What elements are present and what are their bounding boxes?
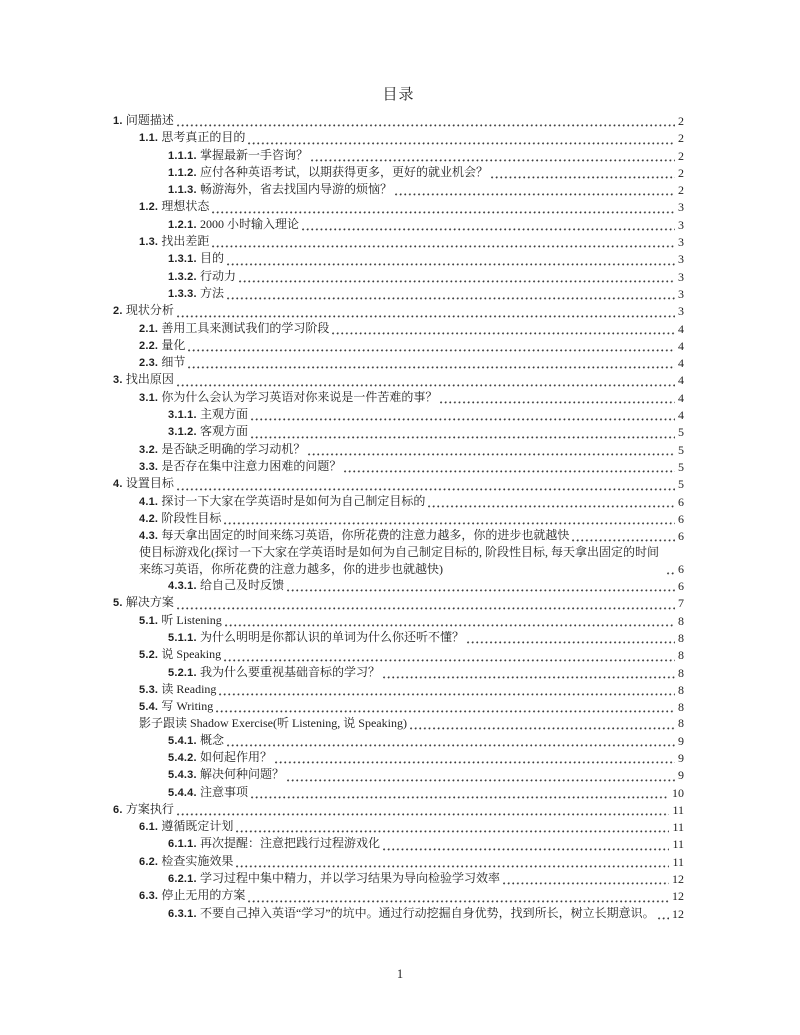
toc-entry-number: 1.3. [139, 236, 162, 249]
dot-leader [251, 434, 675, 439]
toc-page-ref: 3 [678, 286, 684, 301]
toc-page-ref: 3 [678, 217, 684, 232]
toc-page-ref: 9 [678, 750, 684, 765]
toc-entry-number: 3.1.1. [168, 409, 200, 422]
toc-entry-text: 2. 现状分析 [113, 303, 174, 318]
toc-entry-number: 6.2. [139, 855, 162, 868]
toc-page-ref: 12 [672, 872, 684, 887]
toc-entry-text: 1.1.3. 畅游海外，省去找国内导游的烦恼？ [168, 182, 392, 197]
toc-entry-number: 6.3. [139, 890, 162, 903]
toc-page-ref: 2 [678, 131, 684, 146]
toc-entry-text: 4.2. 阶段性目标 [139, 510, 222, 525]
dot-leader [383, 846, 669, 851]
toc-entry-number: 4.2. [139, 512, 162, 525]
toc-entry-number: 5.4.2. [168, 751, 200, 764]
toc-page-ref: 3 [678, 269, 684, 284]
toc-entry [113, 715, 684, 731]
toc-entry-text: 6.2.1. 学习过程中集中精力，并以学习结果为导向检验学习效率 [168, 871, 500, 886]
toc-entry-number: 4.1. [139, 495, 162, 508]
dot-leader [177, 382, 675, 387]
toc-entry [113, 458, 684, 475]
toc-page-ref: 11 [672, 854, 684, 869]
toc-page-ref: 11 [672, 837, 684, 852]
toc-entry-text: 1.3.2. 行动力 [168, 268, 236, 283]
toc-entry-text: 5.1.1. 为什么明明是你都认识的单词为什么你还听不懂？ [168, 629, 464, 644]
toc-entry [113, 801, 684, 818]
toc-entry-number: 5.1.1. [168, 631, 200, 644]
toc-entry-text: 5.4.3. 解决何种问题？ [168, 767, 284, 782]
toc-entry [113, 510, 684, 527]
toc-entry-number: 5.1. [139, 614, 162, 627]
dot-leader [251, 416, 675, 421]
toc-page-ref: 3 [678, 252, 684, 267]
toc-entry [113, 784, 684, 801]
toc-entry [113, 527, 684, 544]
toc-entry-text: 5.3. 读 Reading [139, 681, 217, 696]
toc-entry-text: 1.1.1. 掌握最新一手咨询？ [168, 147, 308, 162]
toc-entry-text: 5.4.4. 注意事项 [168, 784, 248, 799]
toc-page-ref: 3 [678, 200, 684, 215]
toc-entry-text: 1.3.3. 方法 [168, 285, 224, 300]
toc-entry-text: 影子跟读 Shadow Exercise(听 Listening, 说 Speaking) [139, 716, 407, 731]
dot-leader [332, 330, 675, 335]
toc-page-ref: 11 [672, 802, 684, 817]
toc-page-ref: 5 [678, 477, 684, 492]
toc-entry [113, 493, 684, 510]
toc-entry-text: 3.1. 你为什么会认为学习英语对你来说是一件苦难的事？ [139, 389, 438, 404]
toc-page-ref: 6 [678, 561, 684, 576]
toc-entry-text: 6.2. 检查实施效果 [139, 853, 234, 868]
toc-entry-text: 2.3. 细节 [139, 355, 186, 370]
toc-entry-number: 1.3.3. [168, 287, 200, 300]
dot-leader [275, 759, 675, 764]
toc-entry [113, 129, 684, 146]
dot-leader [224, 520, 675, 525]
toc-page-ref: 5 [678, 442, 684, 457]
toc-entry-number: 5.2.1. [168, 666, 200, 679]
toc-entry-text: 3.3. 是否存在集中注意力困难的问题？ [139, 458, 342, 473]
toc-entry-number: 6. [113, 803, 126, 816]
toc-entry-text: 4.3.1. 给自己及时反馈 [168, 578, 284, 593]
toc-entry-text: 1.2.1. 2000 小时输入理论 [168, 216, 299, 231]
dot-leader [224, 657, 675, 662]
dot-leader [428, 503, 675, 508]
dot-leader [219, 691, 675, 696]
dot-leader [212, 243, 675, 248]
toc-entry-number: 2.1. [139, 322, 162, 335]
dot-leader [344, 468, 675, 473]
dot-leader [239, 278, 675, 283]
toc-page-ref: 8 [678, 700, 684, 715]
dot-leader [248, 140, 675, 145]
toc-title: 目录 [382, 87, 415, 103]
toc-entry [113, 870, 684, 887]
toc-entry-number: 3. [113, 374, 126, 387]
table-of-contents [113, 86, 684, 922]
toc-page-ref: 6 [678, 511, 684, 526]
toc-entry-number: 5.4.4. [168, 786, 200, 799]
toc-entry [113, 594, 684, 611]
toc-page-ref: 12 [672, 889, 684, 904]
toc-entry-number: 4.3.1. [168, 580, 200, 593]
toc-entry-number: 2.3. [139, 357, 162, 370]
toc-entry-number: 5.4. [139, 701, 162, 714]
toc-entry-text: 3.1.1. 主观方面 [168, 407, 248, 422]
toc-entry-number: 1.1.3. [168, 184, 200, 197]
toc-entry-number: 1.1.2. [168, 166, 200, 179]
toc-entry-text: 6.1. 遵循既定计划 [139, 819, 234, 834]
footer-page-number: 1 [396, 967, 404, 981]
dot-leader [188, 364, 675, 369]
toc-page-ref: 3 [678, 235, 684, 250]
toc-page-ref: 4 [678, 356, 684, 371]
toc-entry-text: 6.1.1. 再次提醒：注意把践行过程游戏化 [168, 836, 380, 851]
toc-entry-text: 1.1.2. 应付各种英语考试，以期获得更多，更好的就业机会？ [168, 164, 488, 179]
toc-entry [113, 250, 684, 267]
toc-page-ref: 4 [678, 338, 684, 353]
toc-entry [113, 664, 684, 681]
toc-entry [113, 371, 684, 388]
toc-entry-number: 3.3. [139, 460, 162, 473]
dot-leader [503, 880, 669, 885]
toc-page-ref: 2 [678, 183, 684, 198]
toc-entry-text: 3.1.2. 客观方面 [168, 424, 248, 439]
toc-entry-text: 5.1. 听 Listening [139, 612, 222, 627]
toc-entry-text: 4.3. 每天拿出固定的时间来练习英语，你所花费的注意力越多，你的进步也就越快 [139, 528, 570, 543]
toc-entry [113, 544, 684, 577]
toc-entry [113, 320, 684, 337]
toc-entry-number: 5.4.3. [168, 769, 200, 782]
toc-page-ref: 10 [672, 785, 684, 800]
toc-page-ref: 12 [672, 906, 684, 921]
dot-leader [248, 898, 669, 903]
toc-entry-number: 5.2. [139, 649, 162, 662]
toc-entry [113, 887, 684, 904]
toc-entry-text: 4.1. 探讨一下大家在学英语时是如何为自己制定目标的 [139, 493, 426, 508]
dot-leader [311, 157, 675, 162]
dot-leader [177, 313, 675, 318]
dot-leader [227, 261, 675, 266]
toc-entry-text: 5.2.1. 我为什么要重视基础音标的学习？ [168, 664, 380, 679]
toc-entry [113, 112, 684, 129]
toc-entry-number: 3.2. [139, 443, 162, 456]
toc-entry [113, 389, 684, 406]
toc-page-ref: 11 [672, 820, 684, 835]
toc-entry-number: 6.2.1. [168, 873, 200, 886]
dot-leader [227, 742, 675, 747]
dot-leader [177, 811, 670, 816]
toc-entry-text: 5.4. 写 Writing [139, 699, 214, 714]
toc-entry [113, 732, 684, 749]
dot-leader [251, 794, 669, 799]
dot-leader [383, 674, 675, 679]
dot-leader [236, 828, 669, 833]
toc-entry-number: 3.1. [139, 391, 162, 404]
dot-leader [667, 570, 675, 575]
toc-entry-number: 4.3. [139, 530, 162, 543]
dot-leader [572, 537, 675, 542]
dot-leader [225, 622, 675, 627]
toc-list [113, 112, 684, 922]
dot-leader [287, 777, 675, 782]
toc-entry-number: 5.3. [139, 683, 162, 696]
toc-entry-number: 1.2.1. [168, 218, 200, 231]
toc-entry [113, 818, 684, 835]
toc-entry [113, 577, 684, 594]
toc-page-ref: 8 [678, 716, 684, 731]
toc-entry [113, 164, 684, 181]
toc-entry-text: 1.1. 思考真正的目的 [139, 130, 246, 145]
toc-entry [113, 681, 684, 698]
toc-entry-text: 使目标游戏化(探讨一下大家在学英语时是如何为自己制定目标的, 阶段性目标, 每天拿出固定的时间来练习英语，你所花费的注意力越多，你的进步也就越快) [139, 545, 659, 576]
toc-entry-text: 2.2. 量化 [139, 337, 186, 352]
toc-page-ref: 8 [678, 682, 684, 697]
toc-entry [113, 441, 684, 458]
toc-entry-number: 1.2. [139, 201, 162, 214]
toc-entry [113, 233, 684, 250]
toc-page-ref: 5 [678, 425, 684, 440]
toc-page-ref: 4 [678, 373, 684, 388]
toc-entry [113, 354, 684, 371]
toc-entry-number: 1. [113, 115, 126, 127]
toc-entry-number: 3.1.2. [168, 426, 200, 439]
dot-leader [440, 399, 675, 404]
toc-entry [113, 181, 684, 198]
toc-page-ref: 6 [678, 529, 684, 544]
toc-page-ref: 9 [678, 768, 684, 783]
toc-entry-text: 1. 问题描述 [113, 113, 174, 127]
toc-entry [113, 147, 684, 164]
toc-page-ref: 8 [678, 630, 684, 645]
toc-entry [113, 216, 684, 233]
toc-entry [113, 285, 684, 302]
toc-entry-number: 6.1. [139, 821, 162, 834]
toc-entry-text: 4. 设置目标 [113, 476, 174, 491]
toc-entry [113, 337, 684, 354]
toc-entry-text: 5.4.2. 如何起作用？ [168, 749, 272, 764]
toc-entry [113, 406, 684, 423]
toc-entry [113, 302, 684, 319]
dot-leader [177, 122, 675, 127]
dot-leader [212, 209, 675, 214]
toc-page-ref: 7 [678, 596, 684, 611]
dot-leader [177, 486, 675, 491]
toc-entry-text: 1.3.1. 目的 [168, 251, 224, 266]
toc-page-ref: 5 [678, 459, 684, 474]
toc-entry-text: 1.3. 找出差距 [139, 234, 210, 249]
dot-leader [188, 347, 675, 352]
toc-entry [113, 475, 684, 492]
toc-entry-text: 5.2. 说 Speaking [139, 647, 222, 662]
dot-leader [410, 725, 675, 730]
toc-entry-text: 6. 方案执行 [113, 801, 174, 816]
toc-entry [113, 853, 684, 870]
toc-entry-text: 3. 找出原因 [113, 372, 174, 387]
toc-entry-number: 1.3.1. [168, 253, 200, 266]
toc-page-ref: 8 [678, 648, 684, 663]
toc-entry-text: 6.3. 停止无用的方案 [139, 888, 246, 903]
toc-entry [113, 646, 684, 663]
toc-entry-text: 3.2. 是否缺乏明确的学习动机？ [139, 441, 306, 456]
toc-entry [113, 905, 684, 922]
toc-page-ref: 3 [678, 304, 684, 319]
dot-leader [395, 191, 675, 196]
toc-entry [113, 749, 684, 766]
dot-leader [302, 226, 675, 231]
toc-page-ref: 6 [678, 494, 684, 509]
dot-leader [236, 863, 669, 868]
toc-page-ref: 2 [678, 165, 684, 180]
dot-leader [658, 915, 669, 920]
toc-entry-number: 1.1.1. [168, 149, 200, 162]
toc-entry-number: 6.3.1. [168, 907, 200, 920]
toc-entry-text: 6.3.1. 不要自己掉入英语“学习”的坑中。通过行动挖掘自身优势，找到所长，树立长期意识。 [168, 905, 655, 920]
toc-page-ref: 4 [678, 390, 684, 405]
toc-entry-number: 5.4.1. [168, 734, 200, 747]
toc-entry-text: 5.4.1. 概念 [168, 732, 224, 747]
toc-entry [113, 629, 684, 646]
toc-entry [113, 698, 684, 715]
toc-entry-number: 1.3.2. [168, 270, 200, 283]
toc-page-ref: 2 [678, 148, 684, 163]
dot-leader [308, 451, 675, 456]
dot-leader [467, 639, 675, 644]
toc-page-ref: 6 [678, 579, 684, 594]
toc-entry-number: 6.1.1. [168, 838, 200, 851]
toc-entry [113, 198, 684, 215]
toc-entry [113, 423, 684, 440]
toc-page-ref: 2 [678, 114, 684, 128]
toc-entry-text: 5. 解决方案 [113, 595, 174, 610]
toc-entry-number: 4. [113, 478, 126, 491]
toc-entry-number: 2.2. [139, 339, 162, 352]
dot-leader [216, 708, 675, 713]
toc-entry-text: 2.1. 善用工具来测试我们的学习阶段 [139, 320, 330, 335]
toc-entry [113, 268, 684, 285]
toc-entry-number: 1.1. [139, 132, 162, 145]
toc-entry [113, 612, 684, 629]
toc-entry [113, 835, 684, 852]
toc-page-ref: 8 [678, 613, 684, 628]
dot-leader [227, 295, 675, 300]
toc-entry-number: 5. [113, 597, 126, 610]
toc-page-ref: 4 [678, 321, 684, 336]
toc-entry [113, 766, 684, 783]
dot-leader [491, 174, 675, 179]
toc-page-ref: 8 [678, 665, 684, 680]
dot-leader [287, 587, 675, 592]
toc-page-ref: 4 [678, 408, 684, 423]
toc-entry-number: 2. [113, 305, 126, 318]
dot-leader [177, 605, 675, 610]
toc-entry-text: 1.2. 理想状态 [139, 199, 210, 214]
toc-page-ref: 9 [678, 733, 684, 748]
